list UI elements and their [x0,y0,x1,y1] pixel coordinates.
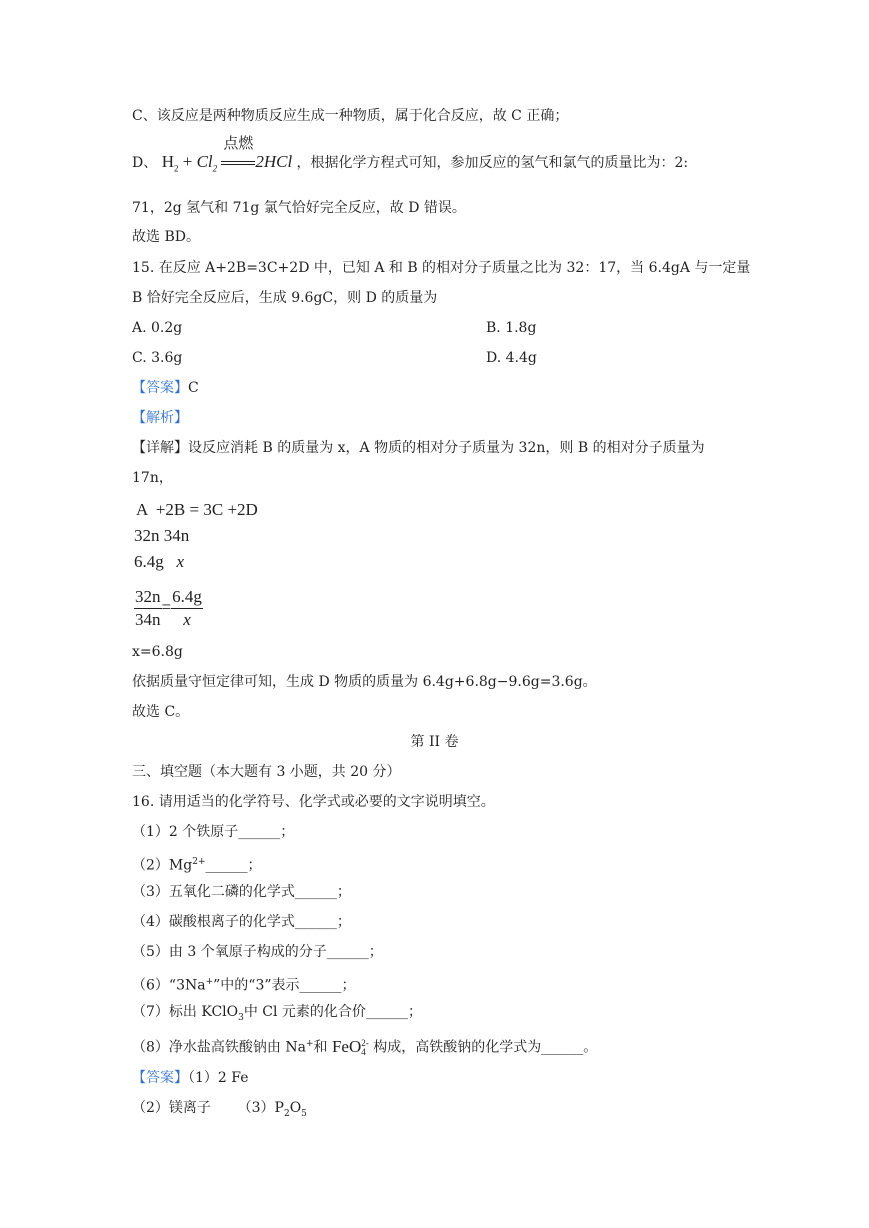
q15-given-masses: 6.4g x [134,552,185,571]
analysis-option-c: C、该反应是两种物质反应生成一种物质，属于化合反应，故 C 正确； [132,108,569,124]
fraction-right: $\frac{6.4g}{x}$ [172,587,202,629]
q16-stem: 16. 请用适当的化学符号、化学式或必要的文字说明填空。 [132,794,495,810]
q15-analysis-label: 【解析】 [132,410,188,426]
answer-value: C [188,380,199,396]
option-d-text: ，根据化学方程式可知，参加反应的氢气和氯气的质量比为：2: [296,155,689,171]
q16-item-2: $(2)Mg^{2+}\_\_\_\_\_\_$； [132,857,262,874]
section-title: 第 II 卷 [410,734,459,750]
q15-stem-line1: 15. 在反应 A+2B=3C+2D 中，已知 A 和 B 的相对分子质量之比为 32：17，当 6.4gA 与一定量 [132,260,751,276]
q15-option-d: D. 4.4g [486,350,537,366]
q16-answer-line1: 【答案】（1）2 Fe [132,1070,249,1086]
q14-conclusion: 故选 BD。 [132,229,200,245]
option-d-continuation: 71，2g 氢气和 71g 氯气恰好完全反应，故 D 错误。 [132,200,466,216]
q16-item-5: （5）由 3 个氧原子构成的分子______； [132,944,383,960]
q15-option-b: B. 1.8g [486,320,537,336]
q15-option-a: A. 0.2g [132,320,183,336]
q15-reaction-equation: A +2B = 3C +2D [136,500,258,519]
q15-detail-continuation: 17n， [132,470,173,486]
q16-answer-line2: （2）镁离子 $(3)P_2O_5$ [132,1100,307,1119]
q15-conclusion: 故选 C。 [132,704,190,720]
q15-detail [132,438,705,458]
q15-proportion: $\frac{32n}{34n}$ = $\frac{6.4g}{x}$ [135,587,202,629]
answer-label: 【答案】 [132,380,188,396]
q15-stem-line2: B 恰好完全反应后，生成 9.6gC，则 D 的质量为 [132,290,438,306]
ferrate-ion: FeO 2- 4 [331,1036,369,1057]
q16-item-1: （1）2 个铁原子______； [132,824,295,840]
reaction-condition: 点燃 [221,152,255,172]
fraction-left: $\frac{32n}{34n}$ [135,587,161,629]
q15-conservation: 依据质量守恒定律可知，生成 D 物质的质量为 6.4g+6.8g−9.6g=3.6g。 [132,674,597,690]
q16-item-4: （4）碳酸根离子的化学式______； [132,914,351,930]
detail-label: 【详解】 [132,440,188,456]
chemical-equation: $H_2 + Cl_2$ 点燃 2HCl [161,136,293,174]
q15-mass-ratio: 32n 34n [134,526,190,545]
section-3-heading: 三、填空题（本大题有 3 小题，共 20 分） [132,764,401,780]
q16-item-7: （7）标出 KClO$_3$中 Cl 元素的化合价______； [132,1004,422,1023]
q15-option-c: C. 3.6g [132,350,183,366]
detail-text: 设反应消耗 B 的质量为 x，A 物质的相对分子质量为 32n，则 B 的相对分子质量为 [188,440,705,456]
answer-label: 【答案】 [132,1070,188,1086]
option-d-label: D、 [132,155,158,171]
q16-item-3: （3）五氧化二磷的化学式______； [132,884,351,900]
q16-item-6: （6）“3Na+”中的“3”表示______； [132,977,356,994]
q16-item-8: （8）净水盐高铁酸钠由 Na+和 FeO 2- 4 构成，高铁酸钠的化学式为______。 [132,1036,598,1057]
q15-result-x: x=6.8g [132,644,183,660]
analysis-option-d [132,136,689,178]
q15-answer [132,378,199,398]
